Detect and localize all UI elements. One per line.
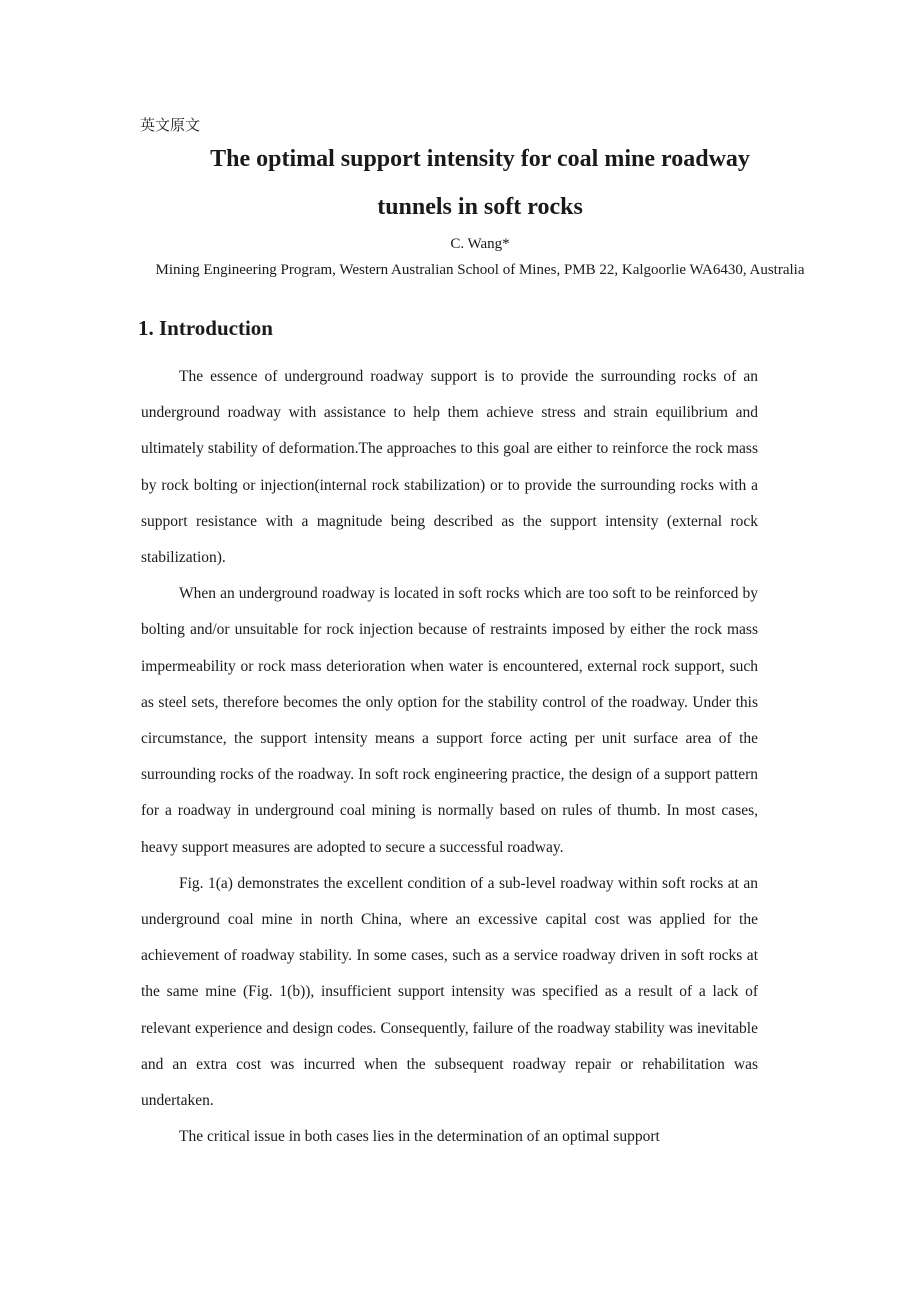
author-name: C. Wang* [450, 236, 510, 252]
paragraph: Fig. 1(a) demonstrates the excellent condition of a sub-level roadway within soft rocks at an underground coal mine in north China, where an excessive capital cost was applied for the achievement of roadway stability. In some cases, such as a service roadway driven in soft rocks at the same mine (Fig. 1(b)), insufficient support intensity was specified as a result of a lack of relevant experience and design codes. Consequently, failure of the roadway stability was inevitable and an extra cost was incurred when the subsequent roadway repair or rehabilitation was undertaken. [141, 874, 758, 1110]
paper-title-line-1: The optimal support intensity for coal mine roadway [210, 146, 750, 172]
author-affiliation: Mining Engineering Program, Western Australian School of Mines, PMB 22, Kalgoorlie WA6430, Australia [155, 262, 805, 278]
paragraph: The essence of underground roadway support is to provide the surrounding rocks of an underground roadway with assistance to help them achieve stress and strain equilibrium and ultimately stability of deformation.The approaches to this goal are either to reinforce the rock mass by rock bolting or injection(internal rock stabilization) or to provide the surrounding rocks with a support resistance with a magnitude being described as the support intensity (external rock stabilization). [141, 368, 758, 567]
body-text [141, 359, 758, 1155]
paragraph: The critical issue in both cases lies in the determination of an optimal support [179, 1128, 660, 1146]
header-label: 英文原文 [140, 118, 201, 134]
paper-title-line-2: tunnels in soft rocks [377, 194, 583, 220]
paragraph: When an underground roadway is located in soft rocks which are too soft to be reinforced by bolting and/or unsuitable for rock injection because of restraints imposed by either the rock mass impermeability or rock mass deterioration when water is encountered, external rock support, such as steel sets, therefore becomes the only option for the stability control of the roadway. Under this circumstance, the support intensity means a support force acting per unit surface area of the surrounding rocks of the roadway. In soft rock engineering practice, the design of a support pattern for a roadway in underground coal mining is normally based on rules of thumb. In most cases, heavy support measures are adopted to secure a successful roadway. [141, 585, 758, 856]
section-heading: 1. Introduction [138, 316, 273, 340]
